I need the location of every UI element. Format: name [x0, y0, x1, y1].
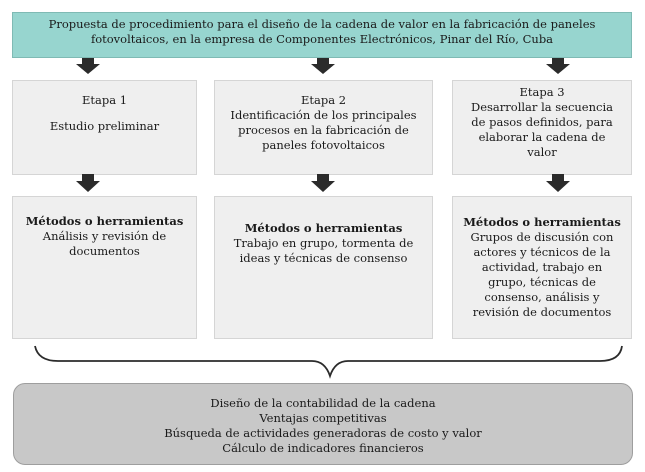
stage-1-text-line: Estudio preliminar [49, 119, 160, 133]
stage-3-text-line: Desarrollar la secuencia [471, 100, 613, 114]
methods-3-text-line: actores y técnicos de la [473, 245, 611, 259]
down-arrow-icon [546, 174, 570, 192]
methods-3-text-line: grupo, técnicas de [488, 275, 596, 289]
header-title-line-1: Propuesta de procedimiento para el diseño de la cadena de valor en la fabricación de paneles [48, 17, 596, 31]
arrows-group [76, 58, 570, 192]
stage-2-label: Etapa 2 [300, 93, 347, 107]
methods-3-text-line: revisión de documentos [472, 305, 612, 319]
methods-2-heading: Métodos o herramientas [244, 221, 403, 235]
down-arrow-icon [546, 58, 570, 74]
methods-2-text-line: ideas y técnicas de consenso [239, 251, 408, 265]
methods-3-text-line: consenso, análisis y [484, 290, 600, 304]
down-arrow-icon [311, 58, 335, 74]
methods-3-text-line: actividad, trabajo en [481, 260, 603, 274]
methods-2-text-line: Trabajo en grupo, tormenta de [233, 236, 414, 250]
down-arrow-icon [76, 58, 100, 74]
down-arrow-icon [76, 174, 100, 192]
footer-line: Ventajas competitivas [259, 411, 387, 425]
footer-line: Cálculo de indicadores financieros [222, 441, 424, 455]
down-arrow-icon [311, 174, 335, 192]
stage-2-text-line: procesos en la fabricación de [238, 123, 409, 137]
methods-1-text-line: documentos [69, 244, 140, 258]
stage-3-text-line: elaborar la cadena de [478, 130, 606, 144]
stage-2-text-line: Identificación de los principales [230, 108, 417, 122]
stage-3-label: Etapa 3 [519, 85, 565, 99]
stage-3-text-line: de pasos definidos, para [471, 115, 613, 129]
methods-3-text-line: Grupos de discusión con [470, 230, 614, 244]
methods-1-heading: Métodos o herramientas [25, 214, 184, 228]
footer-line: Diseño de la contabilidad de la cadena [210, 396, 436, 410]
header-title-line-2: fotovoltaicos, en la empresa de Componentes Electrónicos, Pinar del Río, Cuba [90, 32, 554, 46]
stage-3-text-line: valor [527, 145, 557, 159]
stage-1-label: Etapa 1 [81, 93, 128, 107]
methods-3-heading: Métodos o herramientas [463, 215, 621, 229]
methods-1-text-line: Análisis y revisión de [42, 229, 167, 243]
curly-brace-icon [35, 346, 622, 376]
footer-line: Búsqueda de actividades generadoras de costo y valor [164, 426, 482, 440]
stage-2-text-line: paneles fotovoltaicos [262, 138, 385, 152]
